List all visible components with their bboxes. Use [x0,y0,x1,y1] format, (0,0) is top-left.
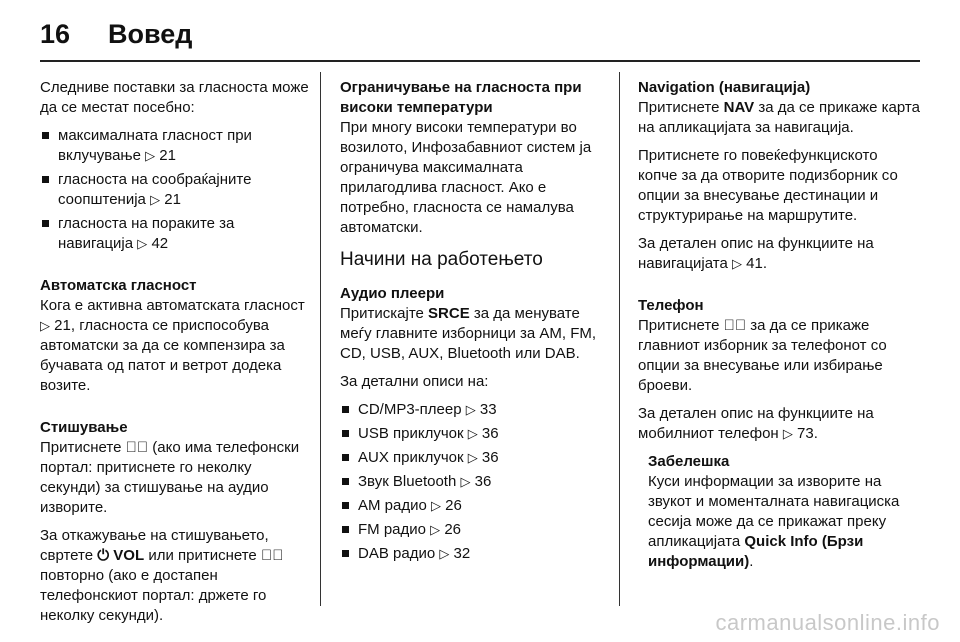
watermark: carmanualsonline.info [715,610,940,635]
column-3 [638,78,920,580]
ref-arrow-icon: ▷ [431,498,441,513]
ref-arrow-icon: ▷ [732,256,742,271]
ref-arrow-icon: ▷ [145,148,156,163]
phone-text-2: За детален опис на функциите на мобилниот телефон ▷ 73. [638,405,874,442]
detail-intro: За детални описи на: [340,373,489,390]
phone-heading: Телефон [638,297,704,314]
note-text: Куси информации за изворите на звукот и моменталната навигациска сесија може да се прикажат преку апликацијата Quick Info (Брзи информации). [648,473,900,570]
note-heading: Забелешка [648,453,730,470]
column-divider [619,72,620,606]
knob-icon: ⏻ [97,547,110,564]
source-list [340,400,610,564]
ref-arrow-icon: ▷ [137,236,148,251]
navigation-text-3: За детален опис на функциите на навигацијата ▷ 41. [638,235,874,272]
ref-arrow-icon: ▷ [782,426,793,441]
ref-arrow-icon: ▷ [150,192,161,207]
header-rule [40,60,920,62]
mute-heading: Стишување [40,419,128,436]
phone-text-1: Притиснете ✆⃠ за да се прикаже главниот изборник за телефонот со опции за внесување или избирање броеви. [638,317,887,394]
navigation-heading: Navigation (навигација) [638,79,811,96]
ref-arrow-icon: ▷ [430,522,441,537]
column-divider [320,72,321,606]
page-header [40,14,192,54]
mute-text-1: Притиснете ✆⃠ (ако има телефонски портал: притиснете го неколку секунди) за стишување на аудио изворите. [40,439,300,516]
limit-heading: Ограничување на гласноста при високи температури [340,79,582,116]
column-2 [340,78,610,572]
list-item: максималната гласност при вклучување ▷ 21 [40,126,310,166]
phone-mute-icon: ✆⃠ [723,317,747,334]
navigation-text-1: Притиснете NAV за да се прикаже карта на апликацијата за навигација. [638,99,920,136]
ref-arrow-icon: ▷ [465,402,476,417]
ref-arrow-icon: ▷ [439,546,450,561]
note-box [638,452,920,572]
list-item: гласноста на пораките за навигација ▷ 42 [40,214,310,254]
list-item: Звук Bluetooth ▷ 36 [340,472,610,492]
phone-mute-icon: ✆⃠ [260,547,284,564]
navigation-text-2: Притиснете го повеќефункциското копче за да отворите подизборник со опции за внесување дестинации и структурирање на маршрутите. [638,147,898,224]
list-item: гласноста на сообраќајните соопштенија ▷ 21 [40,170,310,210]
list-item: FM радио ▷ 26 [340,520,610,540]
list-item: AUX приклучок ▷ 36 [340,448,610,468]
phone-mute-icon: ✆⃠ [125,439,149,456]
list-item: USB приклучок ▷ 36 [340,424,610,444]
ref-arrow-icon: ▷ [40,318,50,333]
audio-players-text: Притискајте SRCE за да менувате меѓу главните изборници за AM, FM, CD, USB, AUX, Bluetooth или DAB. [340,305,597,362]
list-item: DAB радио ▷ 32 [340,544,610,564]
ref-arrow-icon: ▷ [467,450,478,465]
list-item: CD/MP3-плеер ▷ 33 [340,400,610,420]
ref-arrow-icon: ▷ [460,474,471,489]
volume-list [40,126,310,254]
auto-volume-text: Кога е активна автоматската гласност ▷ 21, гласноста се приспособува автоматски за да се компензира за бучавата од патот и ветрот додека возите. [40,297,305,394]
limit-text: При многу високи температури во возилото, Инфозабавниот систем ја ограничува максималната прилагодлива гласност. Ако е потребно, гласноста се намалува автоматски. [340,119,592,236]
auto-volume-heading: Автоматска гласност [40,277,197,294]
ref-arrow-icon: ▷ [467,426,478,441]
intro-text: Следниве поставки за гласноста може да се местат посебно: [40,79,309,116]
page-number: 16 [40,18,71,49]
list-item: AM радио ▷ 26 [340,496,610,516]
operation-heading: Начини на работењето [340,249,543,270]
page-title: Вовед [108,18,193,49]
mute-text-2: За откажување на стишувањето, свртете ⏻ VOL или притиснете ✆⃠ повторно (ако е достапен телефонскиот портал: држете го неколку секунди). [40,527,284,624]
column-1 [40,78,310,634]
audio-players-heading: Аудио плеери [340,285,445,302]
